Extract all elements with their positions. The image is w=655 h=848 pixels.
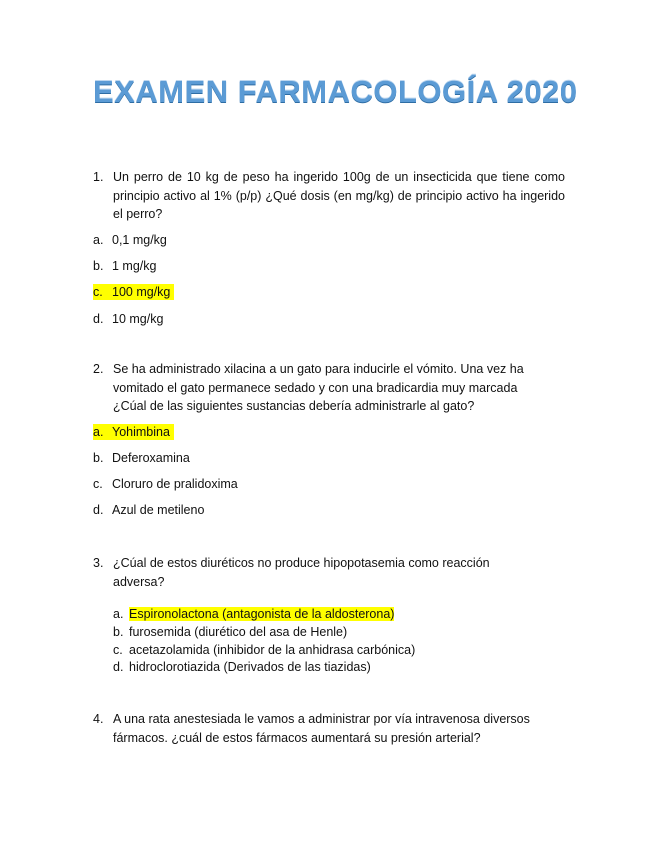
question-number: 2. xyxy=(93,362,104,376)
question-line: vomitado el gato permanece sedado y con una bradicardia muy marcada xyxy=(113,380,518,395)
question-4 xyxy=(93,710,565,748)
option-3c xyxy=(113,642,415,658)
question-1 xyxy=(93,168,565,224)
option-text: Cloruro de pralidoxima xyxy=(112,477,238,491)
option-3d xyxy=(113,659,371,675)
question-line: adversa? xyxy=(113,574,165,589)
option-2c xyxy=(93,476,238,492)
option-text: Deferoxamina xyxy=(112,451,190,465)
question-text xyxy=(113,360,524,416)
option-text: hidroclorotiazida (Derivados de las tiazidas) xyxy=(129,660,371,674)
option-letter: c. xyxy=(93,285,103,299)
option-letter: c. xyxy=(93,477,103,491)
option-3b xyxy=(113,624,347,640)
option-letter: d. xyxy=(93,312,104,326)
question-2 xyxy=(93,360,565,416)
option-text: 1 mg/kg xyxy=(112,259,157,273)
option-text: acetazolamida (inhibidor de la anhidrasa carbónica) xyxy=(129,643,416,657)
option-1d xyxy=(93,311,163,327)
option-letter: b. xyxy=(113,625,124,639)
question-3 xyxy=(93,554,565,592)
question-line: Se ha administrado xilacina a un gato para inducirle el vómito. Una vez ha xyxy=(113,362,524,376)
option-letter: a. xyxy=(113,607,124,621)
option-text-highlighted: Espironolactona (antagonista de la aldosterona) xyxy=(129,607,395,621)
option-text: Yohimbina xyxy=(112,425,170,439)
question-number: 1. xyxy=(93,170,104,184)
option-2d xyxy=(93,502,204,518)
option-2b xyxy=(93,450,190,466)
question-number: 3. xyxy=(93,556,104,570)
option-3a xyxy=(113,606,394,622)
question-text xyxy=(113,554,490,591)
question-number: 4. xyxy=(93,712,104,726)
option-letter: a. xyxy=(93,233,104,247)
question-line: ¿Cúal de estos diuréticos no produce hipopotasemia como reacción xyxy=(113,556,490,570)
option-text: furosemida (diurético del asa de Henle) xyxy=(129,625,348,639)
option-letter: d. xyxy=(93,503,104,517)
option-1a xyxy=(93,232,167,248)
question-line: A una rata anestesiada le vamos a administrar por vía intravenosa diversos xyxy=(113,712,530,726)
option-text: 10 mg/kg xyxy=(112,312,164,326)
option-1c-highlighted xyxy=(93,284,174,300)
question-line: fármacos. ¿cuál de estos fármacos aumentará su presión arterial? xyxy=(113,730,481,745)
question-text: Un perro de 10 kg de peso ha ingerido 100g de un insecticida que tiene como principio activo al 1% (p/p) ¿Qué dosis (en mg/kg) de principio activo ha ingerido el perro? xyxy=(113,170,565,221)
option-text: 0,1 mg/kg xyxy=(112,233,167,247)
option-2a-highlighted xyxy=(93,424,174,440)
page-title: EXAMEN FARMACOLOGÍA 2020 xyxy=(93,74,578,109)
option-letter: b. xyxy=(93,451,104,465)
option-text: 100 mg/kg xyxy=(112,285,171,299)
option-1b xyxy=(93,258,156,274)
option-letter: d. xyxy=(113,660,124,674)
option-letter: c. xyxy=(113,643,123,657)
question-text xyxy=(113,710,530,747)
option-letter: b. xyxy=(93,259,104,273)
question-line: ¿Cúal de las siguientes sustancias debería administrarle al gato? xyxy=(113,399,475,413)
option-text: Azul de metileno xyxy=(112,503,205,517)
option-letter: a. xyxy=(93,425,104,439)
